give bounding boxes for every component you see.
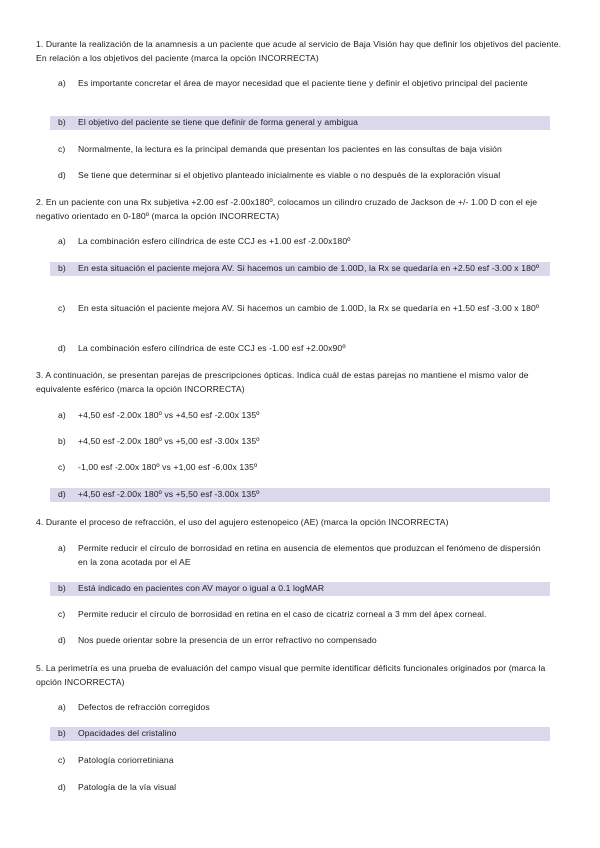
option-text: La combinación esfero cilíndrica de este CCJ es +1.00 esf -2.00x180º	[78, 236, 351, 246]
option-5a	[50, 701, 550, 715]
question-4: 4. Durante el proceso de refracción, el uso del agujero estenopeico (AE) (marca la opción INCORRECTA)	[36, 517, 449, 527]
option-text: El objetivo del paciente se tiene que definir de forma general y ambigua	[78, 117, 358, 127]
option-letter: a)	[58, 78, 66, 88]
option-letter: a)	[58, 410, 66, 420]
option-text: Permite reducir el círculo de borrosidad en retina en ausencia de elementos que produzcan el fenómeno de dispersión en la zona acotada por el AE	[78, 543, 541, 567]
option-letter: c)	[58, 755, 66, 765]
option-letter: c)	[58, 609, 66, 619]
question-5: 5. La perimetría es una prueba de evaluación del campo visual que permite identificar déficits funcionales originados por (marca la opción INCORRECTA)	[36, 663, 546, 687]
option-text: +4,50 esf -2.00x 180º vs +4,50 esf -2.00x 135º	[78, 410, 260, 420]
option-letter: b)	[58, 728, 66, 738]
option-2a	[50, 235, 550, 249]
question-1: 1. Durante la realización de la anamnesis a un paciente que acude al servicio de Baja Visión hay que definir los objetivos del paciente. En relación a los objetivos del paciente (marca la opción INCORRECTA)	[36, 39, 562, 63]
option-letter: a)	[58, 702, 66, 712]
option-letter: b)	[58, 117, 66, 127]
option-text: Permite reducir el círculo de borrosidad en retina en el caso de cicatriz corneal a 3 mm del ápex corneal.	[78, 609, 487, 619]
option-4a	[50, 542, 550, 569]
option-letter: c)	[58, 462, 66, 472]
option-5b-highlighted	[50, 727, 550, 741]
option-text: Patología coriorretiniana	[78, 755, 174, 765]
option-text: +4,50 esf -2.00x 180º vs +5,00 esf -3.00x 135º	[78, 436, 260, 446]
option-letter: d)	[58, 782, 66, 792]
option-text: Es importante concretar el área de mayor necesidad que el paciente tiene y definir el objetivo principal del paciente	[78, 78, 528, 88]
option-5d	[50, 781, 550, 795]
option-text: -1,00 esf -2.00x 180º vs +1,00 esf -6.00x 135º	[78, 462, 258, 472]
option-text: Está indicado en pacientes con AV mayor o igual a 0.1 logMAR	[78, 583, 325, 593]
option-letter: d)	[58, 170, 66, 180]
option-letter: a)	[58, 236, 66, 246]
option-text: En esta situación el paciente mejora AV. Si hacemos un cambio de 1.00D, la Rx se quedaría en +1.50 esf -3.00 x 180º	[78, 303, 540, 313]
option-4b-highlighted	[50, 582, 550, 596]
option-letter: d)	[58, 343, 66, 353]
option-1c	[50, 143, 550, 157]
option-letter: b)	[58, 263, 66, 273]
option-letter: a)	[58, 543, 66, 553]
option-3b	[50, 435, 550, 449]
option-text: Patología de la vía visual	[78, 782, 177, 792]
option-4c	[50, 608, 550, 622]
option-3a	[50, 409, 550, 423]
option-text: +4,50 esf -2.00x 180º vs +5,50 esf -3.00x 135º	[78, 489, 260, 499]
option-4d	[50, 634, 550, 648]
option-letter: b)	[58, 583, 66, 593]
option-letter: d)	[58, 635, 66, 645]
option-text: Nos puede orientar sobre la presencia de un error refractivo no compensado	[78, 635, 377, 645]
option-letter: c)	[58, 144, 66, 154]
option-text: La combinación esfero cilíndrica de este CCJ es -1.00 esf +2.00x90º	[78, 343, 346, 353]
option-text: En esta situación el paciente mejora AV. Si hacemos un cambio de 1.00D, la Rx se quedaría en +2.50 esf -3.00 x 180º	[78, 263, 540, 273]
option-2c	[50, 302, 550, 316]
option-3c	[50, 461, 550, 475]
option-5c	[50, 754, 550, 768]
option-1b-highlighted	[50, 116, 550, 130]
option-letter: b)	[58, 436, 66, 446]
option-1d	[50, 169, 550, 183]
option-text: Normalmente, la lectura es la principal demanda que presentan los pacientes en las consultas de baja visión	[78, 144, 502, 154]
option-1a	[50, 77, 550, 91]
option-letter: c)	[58, 303, 66, 313]
option-letter: d)	[58, 489, 66, 499]
question-2: 2. En un paciente con una Rx subjetiva +2.00 esf -2.00x180º, colocamos un cilindro cruzado de Jackson de +/- 1.00 D con el eje negativo orientado en 0-180º (marca la opción INCORRECTA)	[36, 197, 538, 221]
option-2b-highlighted	[50, 262, 550, 276]
option-text: Se tiene que determinar si el objetivo planteado inicialmente es viable o no después de la exploración visual	[78, 170, 501, 180]
option-text: Opacidades del cristalino	[78, 728, 177, 738]
option-2d	[50, 342, 550, 356]
question-3: 3. A continuación, se presentan parejas de prescripciones ópticas. Indica cuál de estas parejas no mantiene el mismo valor de equivalente esférico (marca la opción INCORRECTA)	[36, 370, 529, 394]
option-text: Defectos de refracción corregidos	[78, 702, 210, 712]
option-3d-highlighted	[50, 488, 550, 502]
